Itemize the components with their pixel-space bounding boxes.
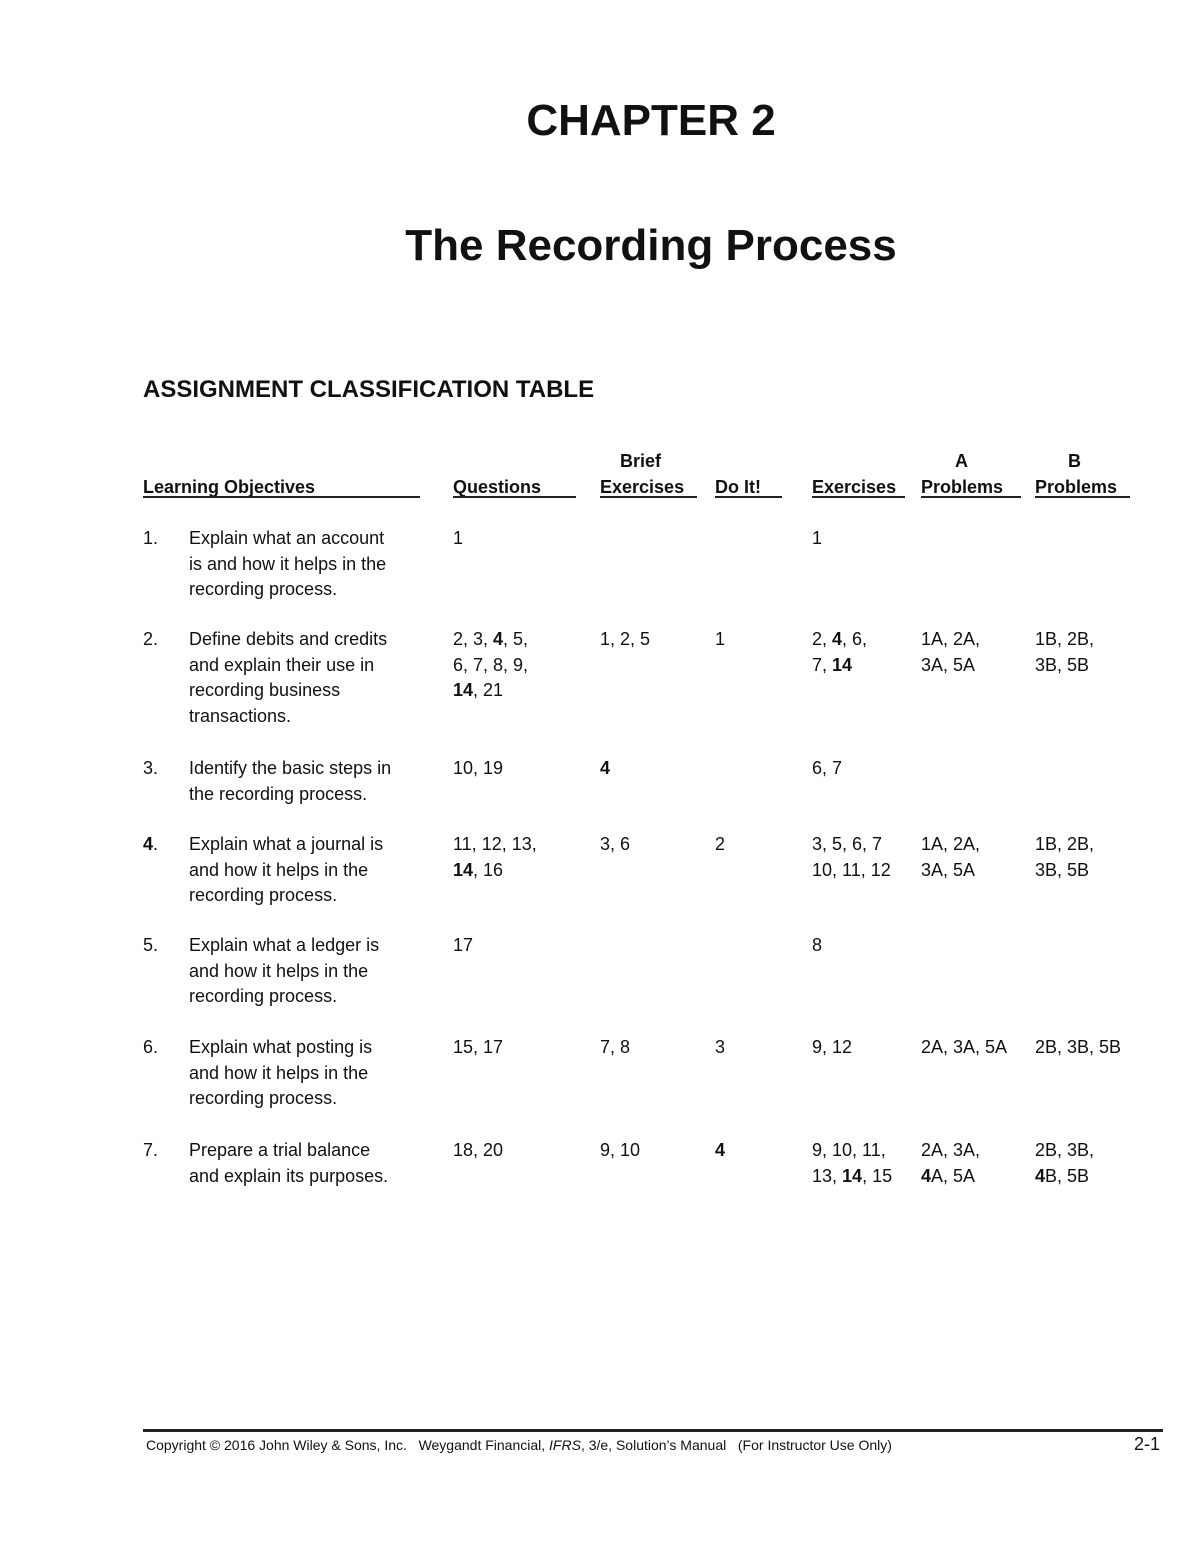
- cell-line: 2B, 3B,: [1035, 1140, 1095, 1160]
- column-header: [812, 448, 905, 500]
- table-cell-questions: [453, 1138, 503, 1164]
- copyright: Copyright © 2016 John Wiley & Sons, Inc.: [146, 1437, 407, 1453]
- column-header-label: Do It!: [715, 477, 761, 497]
- column-header-rule: [715, 496, 782, 498]
- column-header-rule: [1035, 496, 1130, 498]
- table-cell-questions: [453, 526, 463, 552]
- column-header-rule: [143, 496, 420, 498]
- table-cell-doit: [715, 1035, 725, 1061]
- table-cell-questions: [453, 756, 503, 782]
- column-header-label: Exercises: [812, 477, 897, 497]
- table-cell-doit: [715, 1138, 725, 1164]
- table-cell-brief: [600, 756, 610, 782]
- cell-line: 2A, 3A, 5A: [921, 1037, 1008, 1057]
- objective-number: 7.: [143, 1140, 159, 1160]
- cell-line: 1: [812, 528, 823, 548]
- column-header-rule: [600, 496, 697, 498]
- cell-line: and explain their use in: [189, 654, 375, 675]
- table-cell-a-problems: [921, 1035, 1007, 1061]
- cell-line: 10, 19: [453, 758, 504, 778]
- column-header: [921, 448, 1021, 500]
- column-header: [453, 448, 576, 500]
- cell-line: 7, 8: [600, 1037, 631, 1057]
- objective-number: 4.: [143, 834, 159, 854]
- table-cell-a-problems: [921, 1138, 980, 1189]
- column-header-top: B: [1068, 451, 1081, 471]
- column-header-top: [715, 448, 782, 474]
- cell-line: 3: [715, 1037, 726, 1057]
- objective-text: [189, 756, 421, 807]
- column-header-label: Exercises: [600, 477, 685, 497]
- table-cell-b-problems: [1035, 1035, 1121, 1061]
- table-cell-exercises: [812, 1035, 852, 1061]
- cell-line: 11, 12, 13,: [453, 834, 537, 854]
- cell-line: 4: [715, 1140, 726, 1160]
- column-header-label: Learning Objectives: [143, 477, 316, 497]
- cell-line: and how it helps in the: [189, 960, 369, 981]
- table-cell-brief: [600, 1035, 630, 1061]
- objective-number: 6.: [143, 1037, 159, 1057]
- cell-line: 8: [812, 935, 823, 955]
- objective-text: [189, 1035, 421, 1112]
- cell-line: 1: [715, 629, 726, 649]
- cell-line: 7, 14: [812, 654, 853, 675]
- cell-line: and explain its purposes.: [189, 1165, 389, 1186]
- cell-line: 14, 21: [453, 680, 504, 701]
- column-header: [600, 448, 697, 500]
- cell-line: 1, 2, 5: [600, 629, 651, 649]
- cell-line: 9, 10, 11,: [812, 1140, 886, 1160]
- column-header-rule: [921, 496, 1021, 498]
- cell-line: 2: [715, 834, 726, 854]
- table-cell-brief: [600, 1138, 640, 1164]
- cell-line: 6, 7, 8, 9,: [453, 654, 529, 675]
- cell-line: 9, 10: [600, 1140, 641, 1160]
- objective-text: [189, 832, 421, 909]
- column-header: [1035, 448, 1130, 500]
- cell-line: 15, 17: [453, 1037, 504, 1057]
- footer-text: [146, 1437, 892, 1453]
- cell-line: 2A, 3A,: [921, 1140, 981, 1160]
- column-header: [143, 448, 420, 500]
- chapter-heading: CHAPTER 2: [526, 96, 776, 145]
- table-cell-questions: [453, 1035, 503, 1061]
- objective-text: [189, 627, 421, 729]
- cell-line: 3, 5, 6, 7: [812, 834, 883, 854]
- cell-line: 3A, 5A: [921, 859, 976, 880]
- page-number: 2-1: [1133, 1434, 1160, 1454]
- table-cell-brief: [600, 832, 630, 858]
- cell-line: 2, 3, 4, 5,: [453, 629, 529, 649]
- cell-line: Define debits and credits: [189, 629, 388, 649]
- cell-line: 6, 7: [812, 758, 843, 778]
- table-cell-questions: [453, 832, 537, 883]
- table-cell-brief: [600, 627, 650, 653]
- column-header: [715, 448, 782, 500]
- cell-line: Prepare a trial balance: [189, 1140, 371, 1160]
- book-italic: IFRS: [549, 1437, 581, 1453]
- cell-line: recording process.: [189, 1088, 338, 1109]
- table-cell-exercises: [812, 1138, 892, 1189]
- cell-line: Identify the basic steps in: [189, 758, 392, 778]
- cell-line: 13, 14, 15: [812, 1165, 893, 1186]
- column-header-label: Problems: [921, 477, 1004, 497]
- cell-line: and how it helps in the: [189, 859, 369, 880]
- table-cell-doit: [715, 832, 725, 858]
- cell-line: recording process.: [189, 986, 338, 1007]
- table-cell-exercises: [812, 627, 867, 678]
- column-header-top: [143, 448, 420, 474]
- cell-line: 18, 20: [453, 1140, 504, 1160]
- objective-number: 3.: [143, 758, 159, 778]
- cell-line: 2B, 3B, 5B: [1035, 1037, 1122, 1057]
- table-cell-exercises: [812, 933, 822, 959]
- cell-line: 4A, 5A: [921, 1165, 976, 1186]
- cell-line: is and how it helps in the: [189, 553, 387, 574]
- cell-line: recording process.: [189, 579, 338, 600]
- cell-line: Explain what a journal is: [189, 834, 384, 854]
- column-header-top: Brief: [620, 451, 662, 471]
- usage-note: (For Instructor Use Only): [737, 1437, 892, 1453]
- table-cell-exercises: [812, 526, 822, 552]
- cell-line: 2, 4, 6,: [812, 629, 868, 649]
- objective-number: 1.: [143, 528, 159, 548]
- cell-line: 4B, 5B: [1035, 1165, 1090, 1186]
- table-cell-b-problems: [1035, 627, 1094, 678]
- cell-line: 4: [600, 758, 611, 778]
- cell-line: Explain what a ledger is: [189, 935, 380, 955]
- table-cell-exercises: [812, 756, 842, 782]
- cell-line: 3B, 5B: [1035, 859, 1090, 880]
- cell-line: 3, 6: [600, 834, 631, 854]
- cell-line: Explain what posting is: [189, 1037, 373, 1057]
- cell-line: recording business: [189, 680, 341, 701]
- column-header-top: [812, 448, 905, 474]
- column-header-rule: [812, 496, 905, 498]
- column-header-label: Problems: [1035, 477, 1118, 497]
- table-cell-exercises: [812, 832, 891, 883]
- table-title: ASSIGNMENT CLASSIFICATION TABLE: [143, 376, 595, 403]
- cell-line: 3A, 5A: [921, 654, 976, 675]
- book-prefix: Weygandt Financial,: [418, 1437, 550, 1453]
- cell-line: transactions.: [189, 705, 292, 726]
- column-header-rule: [453, 496, 576, 498]
- column-header-top: A: [955, 451, 968, 471]
- cell-line: 3B, 5B: [1035, 654, 1090, 675]
- cell-line: 1B, 2B,: [1035, 834, 1095, 854]
- footer-divider: [143, 1429, 1163, 1432]
- cell-line: 1A, 2A,: [921, 629, 981, 649]
- column-header-label: Questions: [453, 477, 542, 497]
- table-cell-a-problems: [921, 627, 980, 678]
- cell-line: 1B, 2B,: [1035, 629, 1095, 649]
- cell-line: recording process.: [189, 885, 338, 906]
- objective-text: [189, 1138, 421, 1189]
- table-cell-doit: [715, 627, 725, 653]
- objective-text: [189, 933, 421, 1010]
- cell-line: 10, 11, 12: [812, 859, 891, 880]
- table-cell-a-problems: [921, 832, 980, 883]
- table-cell-b-problems: [1035, 832, 1094, 883]
- book-suffix: , 3/e, Solution’s Manual: [580, 1437, 727, 1453]
- table-cell-questions: [453, 933, 473, 959]
- cell-line: 17: [453, 935, 474, 955]
- cell-line: and how it helps in the: [189, 1062, 369, 1083]
- table-cell-questions: [453, 627, 528, 704]
- cell-line: Explain what an account: [189, 528, 385, 548]
- cell-line: 1: [453, 528, 464, 548]
- table-cell-b-problems: [1035, 1138, 1094, 1189]
- objective-text: [189, 526, 421, 603]
- column-header-top: [453, 448, 576, 474]
- cell-line: the recording process.: [189, 783, 368, 804]
- objective-number: 5.: [143, 935, 159, 955]
- cell-line: 1A, 2A,: [921, 834, 981, 854]
- cell-line: 14, 16: [453, 859, 504, 880]
- cell-line: 9, 12: [812, 1037, 853, 1057]
- chapter-title: The Recording Process: [405, 221, 897, 270]
- objective-number: 2.: [143, 629, 159, 649]
